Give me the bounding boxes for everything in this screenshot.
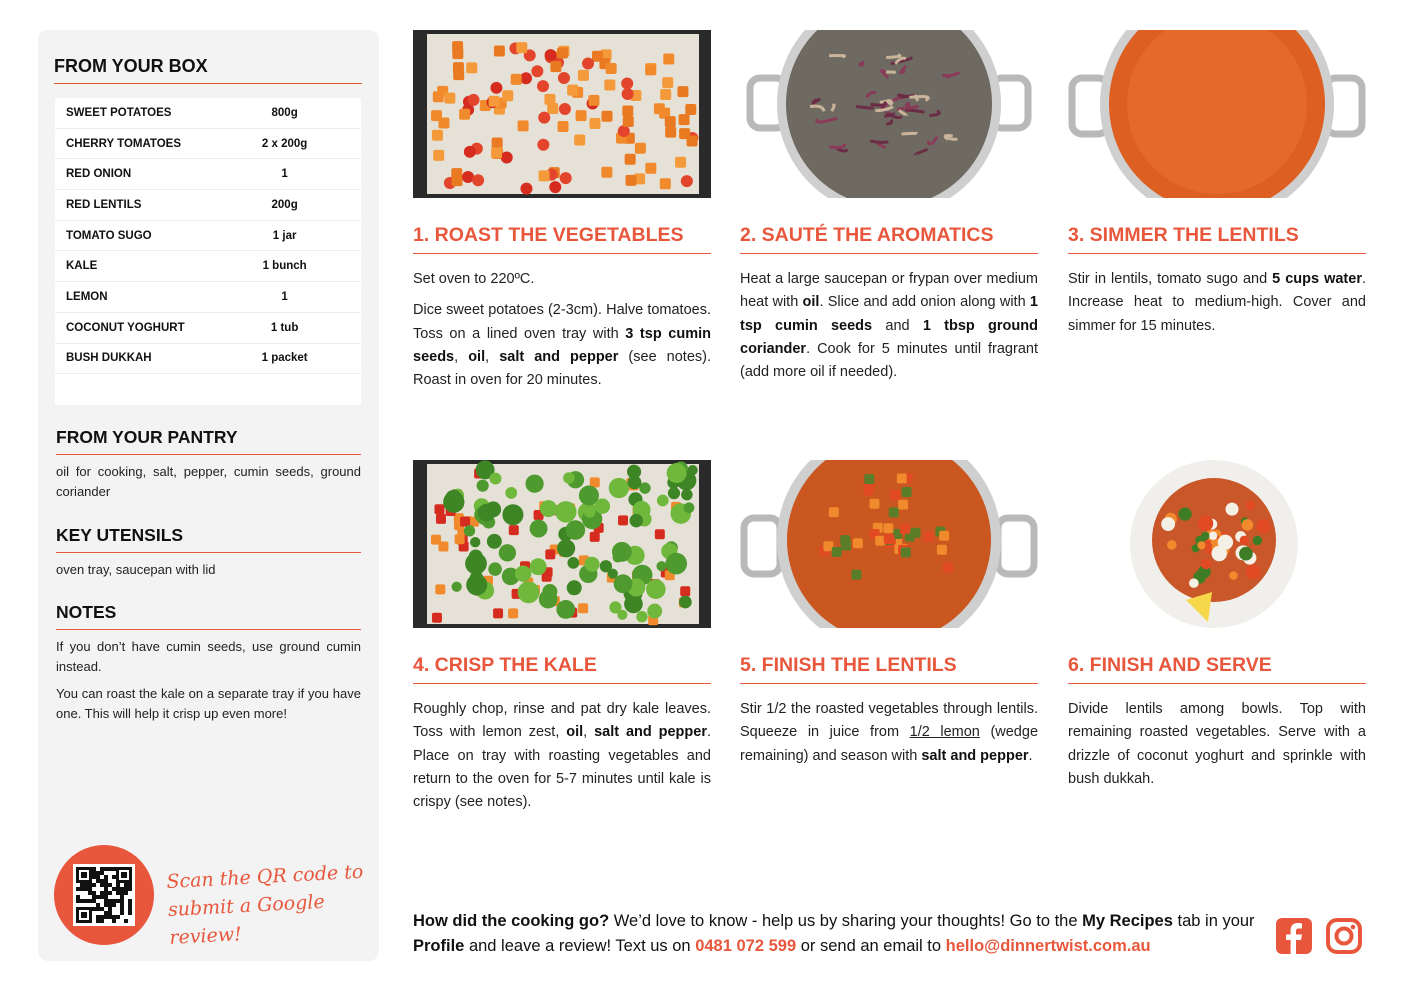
finish-lentils-photo	[740, 460, 1038, 628]
step-4-title: 4. CRISP THE KALE	[413, 654, 711, 684]
simmer-lentils-photo	[1068, 30, 1366, 198]
ingredient-qty: 1	[281, 168, 288, 181]
phone-link[interactable]: 0481 072 599	[695, 937, 797, 955]
ingredient-qty: 800g	[271, 106, 298, 119]
qr-code-badge[interactable]	[54, 845, 154, 945]
ingredient-qty: 2 x 200g	[261, 137, 308, 150]
ingredient-name: BUSH DUKKAH	[66, 352, 152, 365]
review-question: How did the cooking go?	[413, 912, 610, 930]
step-paragraph: Stir 1/2 the roasted vegetables through lentils. Squeeze in juice from 1/2 lemon (wedge remaining) and season with salt and pepper.	[740, 701, 1039, 764]
facebook-icon[interactable]	[1275, 917, 1313, 955]
step-3-title: 3. SIMMER THE LENTILS	[1068, 224, 1366, 254]
step-3	[1068, 30, 1366, 338]
step-5-body	[740, 698, 1038, 768]
ingredient-row	[55, 251, 361, 282]
step-6	[1068, 460, 1366, 791]
ingredients-table	[55, 98, 361, 405]
ingredient-qty: 1	[281, 290, 288, 303]
review-text-3: and leave a review! Text us on	[464, 937, 696, 955]
step-1	[413, 30, 711, 392]
ingredient-name: KALE	[66, 260, 98, 273]
roast-vegetables-photo	[413, 30, 711, 198]
ingredient-qty: 200g	[271, 198, 298, 211]
step-6-body	[1068, 698, 1366, 791]
note-2: You can roast the kale on a separate tray if you have one. This will help it crisp up even more!	[56, 686, 361, 721]
step-5	[740, 460, 1038, 768]
my-recipes-link[interactable]: My Recipes	[1082, 912, 1173, 930]
step-paragraph: Divide lentils among bowls. Top with remaining roasted vegetables. Serve with a drizzle of coconut yoghurt and sprinkle with bush dukkah.	[1068, 701, 1366, 787]
sidebar	[38, 30, 379, 961]
qr-cta-line1: Scan the QR code to	[165, 860, 364, 894]
utensils-section	[56, 525, 361, 580]
ingredient-row	[55, 221, 361, 252]
step-1-title: 1. ROAST THE VEGETABLES	[413, 224, 711, 254]
step-4-body	[413, 698, 711, 814]
ingredient-name: COCONUT YOGHURT	[66, 321, 185, 334]
finish-serve-photo	[1068, 460, 1366, 628]
qr-cta	[166, 858, 370, 952]
review-text-2: tab in your	[1172, 912, 1255, 930]
review-text-1: We’d love to know - help us by sharing your thoughts! Go to the	[609, 912, 1083, 930]
review-callout	[413, 909, 1263, 959]
saute-aromatics-photo	[740, 30, 1038, 198]
ingredient-qty: 1 packet	[261, 352, 308, 365]
email-link[interactable]: hello@dinnertwist.com.au	[945, 937, 1151, 955]
qr-cta-line2: submit a Google review!	[167, 890, 326, 949]
ingredient-name: LEMON	[66, 290, 108, 303]
notes-section	[56, 602, 361, 724]
ingredient-row	[55, 190, 361, 221]
step-1-body	[413, 268, 711, 392]
step-2-title: 2. SAUTÉ THE AROMATICS	[740, 224, 1038, 254]
ingredient-qty: 1 jar	[272, 229, 297, 242]
qr-code-icon[interactable]	[73, 864, 135, 926]
ingredient-name: SWEET POTATOES	[66, 106, 172, 119]
notes-heading: NOTES	[56, 602, 361, 630]
step-2-body	[740, 268, 1038, 384]
ingredient-row	[55, 129, 361, 160]
review-text-4: or send an email to	[796, 937, 946, 955]
ingredient-row	[55, 282, 361, 313]
step-paragraph: Dice sweet potatoes (2-3cm). Halve tomatoes. Toss on a lined oven tray with 3 tsp cumin seeds, oil, salt and pepper (see notes). Roast in oven for 20 minutes.	[413, 302, 712, 389]
ingredient-qty: 1 tub	[270, 321, 299, 334]
ingredient-name: RED ONION	[66, 168, 132, 181]
utensils-text: oven tray, saucepan with lid	[56, 562, 216, 577]
crisp-kale-photo	[413, 460, 711, 628]
ingredient-row	[55, 344, 361, 375]
step-3-body	[1068, 268, 1366, 338]
pantry-text: oil for cooking, salt, pepper, cumin seeds, ground coriander	[56, 464, 361, 499]
step-paragraph: Stir in lentils, tomato sugo and 5 cups water. Increase heat to medium-high. Cover and simmer for 15 minutes.	[1068, 271, 1366, 334]
pantry-heading: FROM YOUR PANTRY	[56, 427, 361, 455]
profile-link[interactable]: Profile	[413, 937, 465, 955]
ingredient-qty: 1 bunch	[262, 260, 307, 273]
step-5-title: 5. FINISH THE LENTILS	[740, 654, 1038, 684]
utensils-heading: KEY UTENSILS	[56, 525, 361, 553]
step-6-title: 6. FINISH AND SERVE	[1068, 654, 1366, 684]
step-4	[413, 460, 711, 814]
ingredient-row	[55, 159, 361, 190]
step-paragraph: Set oven to 220ºC.	[413, 271, 535, 287]
note-1: If you don’t have cumin seeds, use ground cumin instead.	[56, 639, 361, 674]
ingredient-name: CHERRY TOMATOES	[66, 137, 182, 150]
step-2	[740, 30, 1038, 384]
ingredient-row	[55, 313, 361, 344]
ingredient-name: RED LENTILS	[66, 198, 142, 211]
step-paragraph: Roughly chop, rinse and pat dry kale leaves. Toss with lemon zest, oil, salt and pepper. Place on tray with roasting vegetables and return to the oven for 5-7 minutes until kale is crispy (see notes).	[413, 701, 711, 811]
ingredient-row	[55, 98, 361, 129]
ingredient-name: TOMATO SUGO	[66, 229, 152, 242]
pantry-section	[56, 427, 361, 502]
instagram-icon[interactable]	[1325, 917, 1363, 955]
from-your-box-heading: FROM YOUR BOX	[54, 56, 362, 84]
step-paragraph: Heat a large saucepan or frypan over medium heat with oil. Slice and add onion along with 1 tsp cumin seeds and 1 tbsp ground coriander. Cook for 5 minutes until fragrant (add more oil if needed).	[740, 271, 1038, 381]
